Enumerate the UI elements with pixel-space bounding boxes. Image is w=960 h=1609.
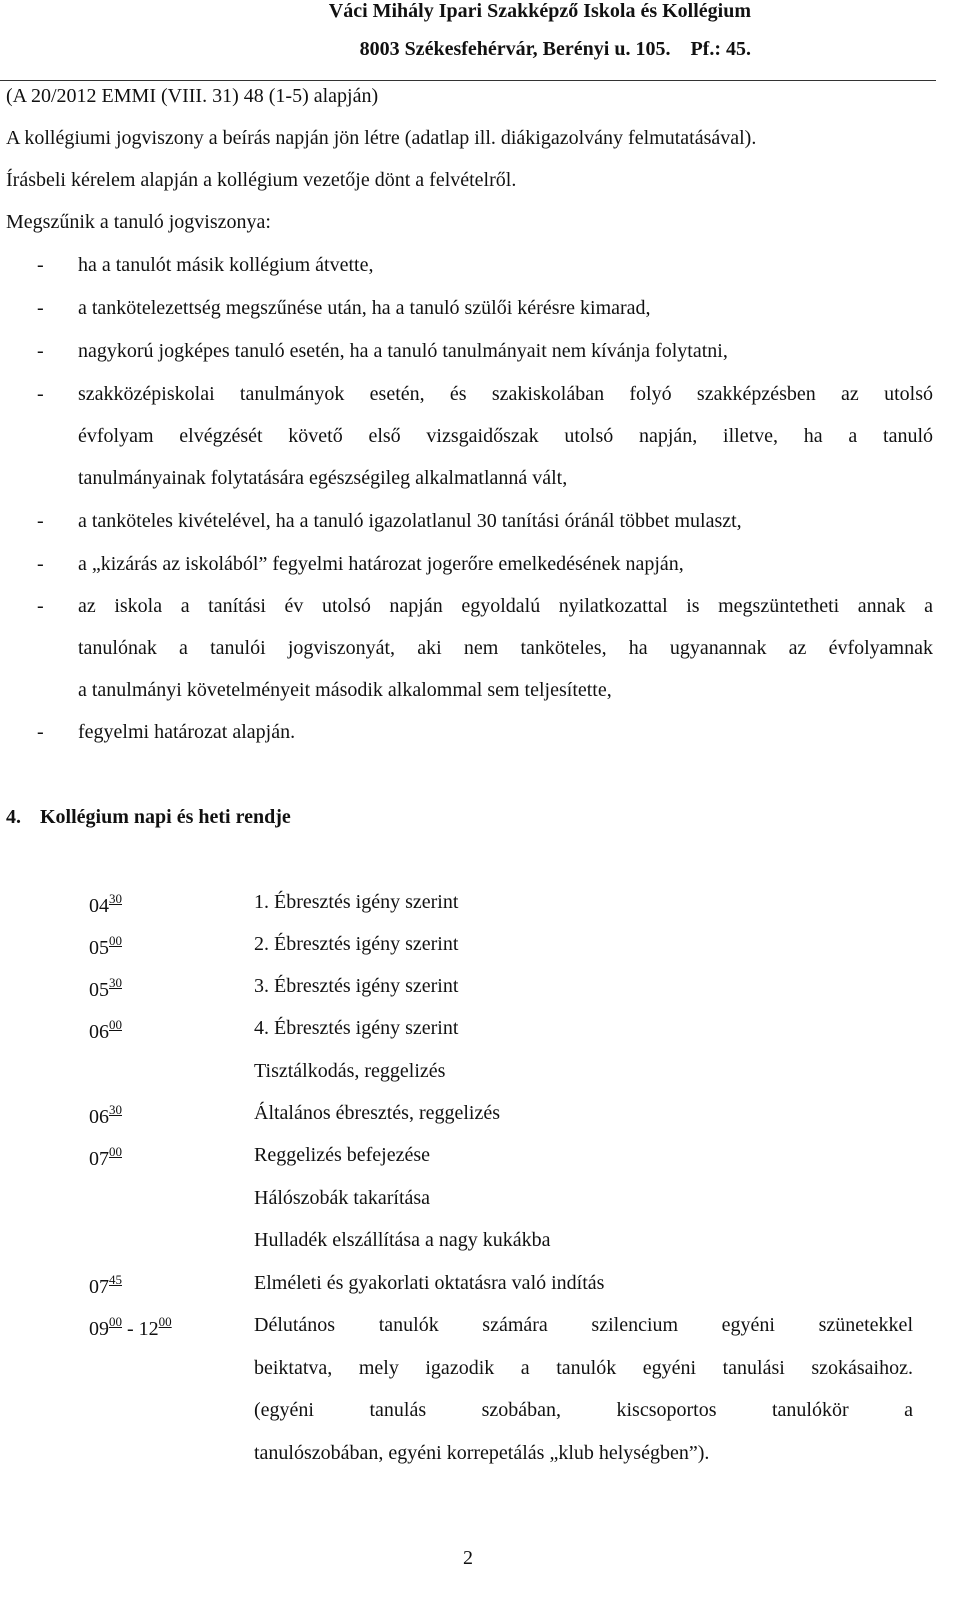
- list-bullet: -: [37, 297, 44, 319]
- schedule-activity: Délutános tanulók számára szilencium egyéni szünetekkel: [254, 1314, 913, 1336]
- schedule-activity: Reggelizés befejezése: [254, 1144, 431, 1166]
- section-title: Kollégium napi és heti rendje: [40, 806, 291, 828]
- list-item: a tanköteles kivételével, ha a tanuló igazolatlanul 30 tanítási óránál többet mulaszt,: [78, 510, 742, 532]
- schedule-time: $06^{00}$: [89, 1017, 122, 1043]
- school-address: 8003 Székesfehérvár, Berényi u. 105. Pf.: 45.: [359, 38, 751, 60]
- schedule-activity: 4. Ébresztés igény szerint: [254, 1017, 459, 1039]
- schedule-activity: 1. Ébresztés igény szerint: [254, 891, 459, 913]
- list-item-continuation: évfolyam elvégzését követő első vizsgaidőszak utolsó napján, illetve, ha a tanuló: [78, 425, 933, 447]
- section-heading: [6, 806, 291, 829]
- list-bullet: -: [37, 553, 44, 575]
- schedule-time: $05^{30}$: [89, 975, 122, 1001]
- list-bullet: -: [37, 340, 44, 362]
- intro-paragraph-2: Írásbeli kérelem alapján a kollégium vezetője dönt a felvételről.: [6, 169, 517, 191]
- schedule-activity: 3. Ébresztés igény szerint: [254, 975, 459, 997]
- list-bullet: -: [37, 510, 44, 532]
- schedule-time: $04^{30}$: [89, 891, 122, 917]
- header-rule: [0, 80, 936, 81]
- schedule-time: $07^{00}$: [89, 1144, 122, 1170]
- intro-paragraph-1: A kollégiumi jogviszony a beírás napján jön létre (adatlap ill. diákigazolvány felmutatásával).: [6, 127, 757, 149]
- list-item: nagykorú jogképes tanuló esetén, ha a tanuló tanulmányait nem kívánja folytatni,: [78, 340, 728, 362]
- list-item: a „kizárás az iskolából” fegyelmi határozat jogerőre emelkedésének napján,: [78, 553, 684, 575]
- schedule-activity: Hálószobák takarítása: [254, 1187, 431, 1209]
- schedule-activity: Elméleti és gyakorlati oktatásra való indítás: [254, 1272, 605, 1294]
- list-bullet: -: [37, 254, 44, 276]
- list-item: az iskola a tanítási év utolsó napján egyoldalú nyilatkozattal is megszüntetheti annak a: [78, 595, 933, 617]
- intro-paragraph-3: Megszűnik a tanuló jogviszonya:: [6, 211, 271, 233]
- schedule-time: $09^{00} - 12^{00}$: [89, 1314, 172, 1340]
- page-header: [0, 0, 960, 82]
- list-bullet: -: [37, 383, 44, 405]
- page-number: 2: [463, 1547, 473, 1569]
- schedule-activity: (egyéni tanulás szobában, kiscsoportos tanulókör a: [254, 1399, 913, 1421]
- list-item-continuation: a tanulmányi követelményeit második alkalommal sem teljesítette,: [78, 679, 612, 701]
- list-item: fegyelmi határozat alapján.: [78, 721, 296, 743]
- list-bullet: -: [37, 721, 44, 743]
- list-bullet: -: [37, 595, 44, 617]
- schedule-time: $05^{00}$: [89, 933, 122, 959]
- schedule-activity: Hulladék elszállítása a nagy kukákba: [254, 1229, 551, 1251]
- list-item: ha a tanulót másik kollégium átvette,: [78, 254, 374, 276]
- schedule-activity: beiktatva, mely igazodik a tanulók egyéni tanulási szokásaihoz.: [254, 1357, 913, 1379]
- list-item: szakközépiskolai tanulmányok esetén, és szakiskolában folyó szakképzésben az utolsó: [78, 383, 933, 405]
- list-item: a tankötelezettség megszűnése után, ha a tanuló szülői kérésre kimarad,: [78, 297, 651, 319]
- schedule-activity: Általános ébresztés, reggelizés: [254, 1102, 501, 1124]
- legal-reference: (A 20/2012 EMMI (VIII. 31) 48 (1-5) alapján): [6, 85, 379, 107]
- schedule-activity: tanulószobában, egyéni korrepetálás „klub helységben”).: [254, 1442, 710, 1464]
- section-number: 4.: [6, 806, 21, 828]
- schedule-time: $07^{45}$: [89, 1272, 122, 1298]
- list-item-continuation: tanulmányainak folytatására egészségileg alkalmatlanná vált,: [78, 467, 568, 489]
- schedule-time: $06^{30}$: [89, 1102, 122, 1128]
- list-item-continuation: tanulónak a tanulói jogviszonyát, aki nem tanköteles, ha ugyanannak az évfolyamnak: [78, 637, 933, 659]
- schedule-activity: Tisztálkodás, reggelizés: [254, 1060, 446, 1082]
- schedule-activity: 2. Ébresztés igény szerint: [254, 933, 459, 955]
- school-name: Váci Mihály Ipari Szakképző Iskola és Kollégium: [328, 0, 751, 22]
